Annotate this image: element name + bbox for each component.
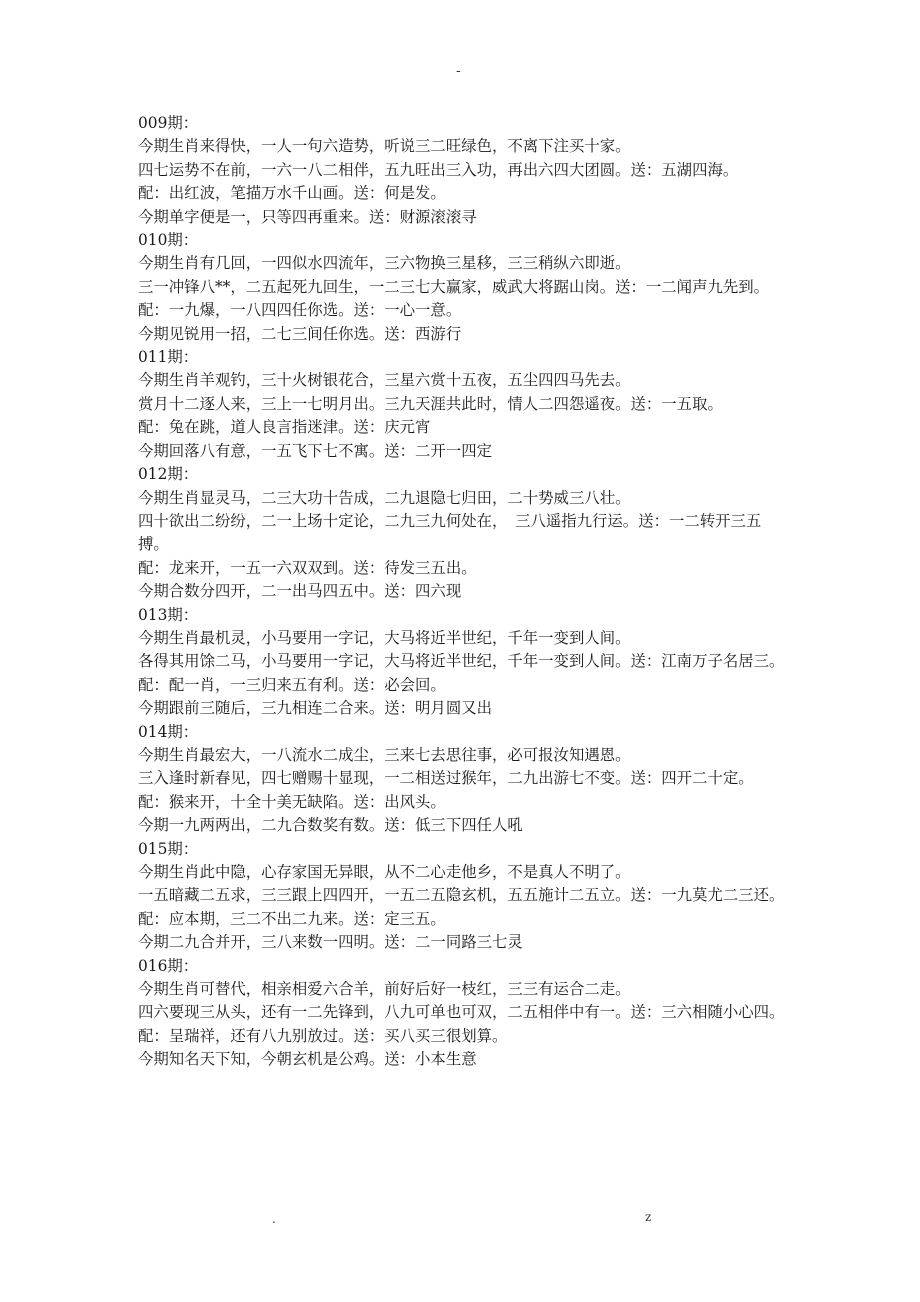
text-line: 今期一九两两出，二九合数奖有数。送：低三下四任人吼 <box>138 816 523 835</box>
page-footer-left-mark: . <box>272 1212 276 1226</box>
text-line: 一五暗藏二五求，三三跟上四四开，一五二五隐玄机，五五施计二五立。送：一九莫尤二三还。 <box>138 886 785 905</box>
text-line: 今期跟前三随后，三九相连二合来。送：明月圆又出 <box>138 699 492 718</box>
text-line: 各得其用馀二马，小马要用一字记，大马将近半世纪，千年一变到人间。送：江南万子名居三。 <box>138 652 785 671</box>
text-line: 今期合数分四开，二一出马四五中。送：四六现 <box>138 582 462 601</box>
text-line: 今期回落八有意，一五飞下七不寓。送：二开一四定 <box>138 441 492 460</box>
text-line: 四七运势不在前，一六一八二相伴，五九旺出三入功，再出六四大团圆。送：五湖四海。 <box>138 160 739 179</box>
text-line: 今期生肖显灵马，二三大功十告成，二九退隐七归田，二十势威三八壮。 <box>138 488 631 507</box>
text-line: 四六要现三从头，还有一二先锋到，八九可单也可双，二五相伴中有一。送：三六相随小心四。 <box>138 1003 785 1022</box>
text-line: 013期： <box>138 605 199 624</box>
text-line: 配：龙来开，一五一六双双到。送：待发三五出。 <box>138 558 477 577</box>
text-line: 011期： <box>138 348 199 367</box>
page-footer-right-mark: z <box>645 1210 652 1224</box>
text-line: 三一冲锋八**，二五起死九回生，一二三七大赢家，威武大将踞山岗。送：一二闻声九先到。 <box>138 277 770 296</box>
text-line: 今期见锐用一招，二七三间任你选。送：西游行 <box>138 324 462 343</box>
text-line: 009期： <box>138 114 199 132</box>
text-line: 015期： <box>138 839 199 858</box>
text-line: 016期： <box>138 956 199 975</box>
text-line: 今期知名天下知，今朝玄机是公鸡。送：小本生意 <box>138 1050 477 1069</box>
text-line: 014期： <box>138 722 199 741</box>
text-line: 赏月十二逐人来，三上一七明月出。三九天涯共此时，情人二四怨遥夜。送：一五取。 <box>138 394 723 413</box>
text-line: 配：兔在跳，道人良言指迷津。送：庆元宵 <box>138 418 431 437</box>
page-header-mark: - <box>456 63 461 79</box>
text-line: 配：配一肖，一三归来五有利。送：必会回。 <box>138 675 446 694</box>
text-line: 配：猴来开，十全十美无缺陷。送：出风头。 <box>138 792 446 811</box>
text-line: 配：应本期，三二不出二九来。送：定三五。 <box>138 909 446 928</box>
text-line: 配：一九爆，一八四四任你选。送：一心一意。 <box>138 301 462 320</box>
text-line: 四十欲出二纷纷，二一上场十定论，二九三九何处在， 三八遥指九行运。送：一二转开三五搏。 <box>138 511 762 554</box>
text-line: 今期生肖最机灵，小马要用一字记，大马将近半世纪，千年一变到人间。 <box>138 628 631 647</box>
text-line: 010期： <box>138 231 199 250</box>
text-line: 今期生肖可替代，相亲相爱六合羊，前好后好一枝红，三三有运合二走。 <box>138 980 631 999</box>
text-line: 012期： <box>138 465 199 484</box>
text-line: 今期单字便是一，只等四再重来。送：财源滚滚寻 <box>138 207 477 226</box>
text-line: 配：出红波，笔描万水千山画。送：何是发。 <box>138 184 446 203</box>
text-line: 今期生肖此中隐，心存家国无异眼，从不二心走他乡，不是真人不明了。 <box>138 863 631 881</box>
text-line: 今期生肖来得快，一人一句六造势，听说三二旺绿色，不离下注买十家。 <box>138 137 631 156</box>
text-line: 今期生肖羊观钓，三十火树银花合，三星六赏十五夜，五尘四四马先去。 <box>138 371 631 390</box>
text-line: 今期生肖最宏大，一八流水二成尘，三来七去思往事，必可报汝知遇恩。 <box>138 745 631 764</box>
text-line: 今期二九合并开，三八来数一四明。送：二一同路三七灵 <box>138 933 523 952</box>
text-line: 配：呈瑞祥，还有八九别放过。送：买八买三很划算。 <box>138 1026 508 1045</box>
document-body <box>138 112 788 1072</box>
text-line: 今期生肖有几回，一四似水四流年，三六物换三星移，三三稍纵六即逝。 <box>138 254 631 273</box>
text-line: 三入逢时新春见，四七赠赐十显现，一二相送过猴年，二九出游七不变。送：四开二十定。 <box>138 769 754 788</box>
